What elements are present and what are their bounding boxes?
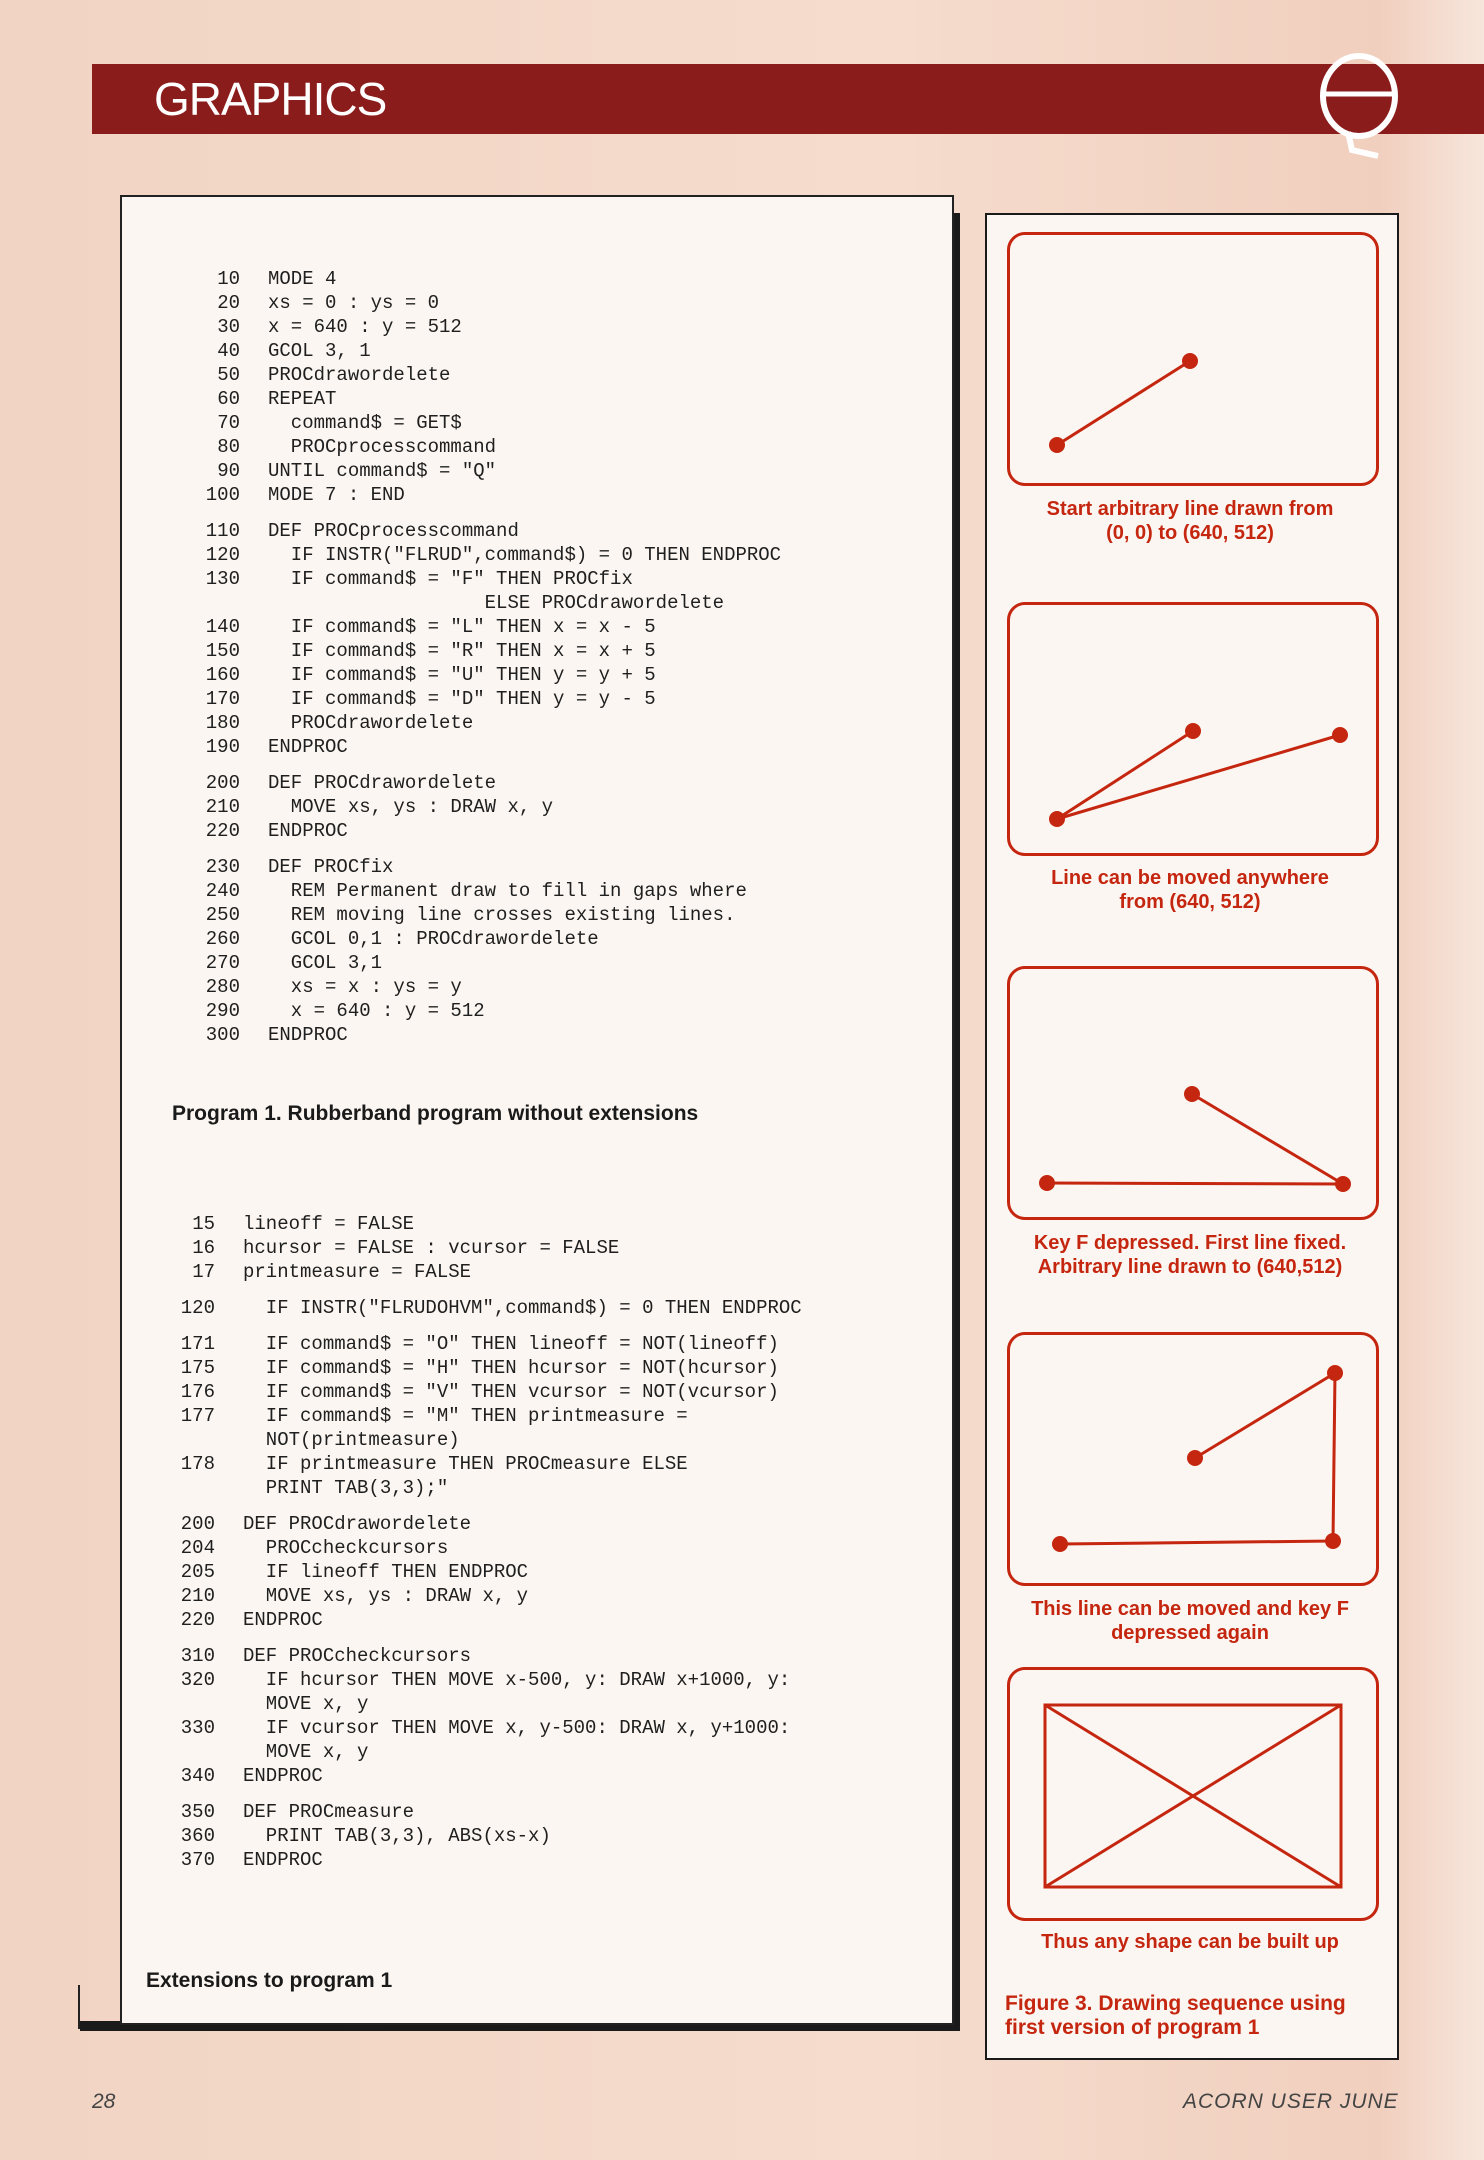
line-text: IF vcursor THEN MOVE x, y-500: DRAW x, y+1000:	[243, 1717, 791, 1739]
line-text: ENDPROC	[243, 1765, 323, 1787]
line-number: 176	[180, 1381, 215, 1403]
code-line	[182, 639, 781, 663]
code-line	[182, 615, 781, 639]
line-number: 204	[180, 1537, 215, 1559]
line-number: 150	[205, 640, 240, 662]
line-text: IF command$ = "V" THEN vcursor = NOT(vcursor)	[243, 1381, 779, 1403]
line-text: xs = x : ys = y	[268, 976, 462, 998]
line-text: IF lineoff THEN ENDPROC	[243, 1561, 529, 1583]
line-number: 250	[205, 904, 240, 926]
line-text: PROCcheckcursors	[243, 1537, 449, 1559]
line-text: MOVE xs, ys : DRAW x, y	[243, 1585, 529, 1607]
code-line	[182, 951, 781, 975]
code-line	[157, 1476, 802, 1500]
line-number: 170	[205, 688, 240, 710]
line-text: PROCdrawordelete	[268, 712, 474, 734]
code-line	[157, 1716, 802, 1740]
line-number: 10	[217, 268, 240, 290]
line-text: MOVE x, y	[243, 1741, 369, 1763]
line-number: 300	[205, 1024, 240, 1046]
line-number: 280	[205, 976, 240, 998]
line-number: 240	[205, 880, 240, 902]
line-number: 160	[205, 664, 240, 686]
line-text: GCOL 3,1	[268, 952, 383, 974]
line-text: IF command$ = "D" THEN y = y - 5	[268, 688, 656, 710]
panel-4-caption: This line can be moved and key F depressed again	[1031, 1598, 1349, 1644]
figure-panel-5	[1007, 1667, 1379, 1921]
line-number: 200	[205, 772, 240, 794]
panel-5-caption: Thus any shape can be built up	[1041, 1931, 1339, 1953]
acorn-logo-icon	[1318, 50, 1400, 160]
code-line	[157, 1632, 802, 1644]
line-text: MOVE xs, ys : DRAW x, y	[268, 796, 554, 818]
line-text: ELSE PROCdrawordelete	[268, 592, 725, 614]
line-number: 70	[217, 412, 240, 434]
code-line	[182, 507, 781, 519]
line-number: 30	[217, 316, 240, 338]
code-line	[157, 1536, 802, 1560]
line-text: GCOL 3, 1	[268, 340, 371, 362]
line-number: 90	[217, 460, 240, 482]
code-line	[157, 1584, 802, 1608]
line-number: 370	[180, 1849, 215, 1871]
line-text: x = 640 : y = 512	[268, 316, 462, 338]
line-text: IF INSTR("FLRUDOHVM",command$) = 0 THEN ENDPROC	[243, 1297, 802, 1319]
panel-4-drawing	[1010, 1335, 1376, 1583]
line-text: IF INSTR("FLRUD",command$) = 0 THEN ENDPROC	[268, 544, 782, 566]
panel-2-caption: Line can be moved anywhere from (640, 512)	[1051, 867, 1329, 913]
line-text: IF command$ = "M" THEN printmeasure =	[243, 1405, 688, 1427]
line-text: MODE 4	[268, 268, 337, 290]
line-number: 330	[180, 1717, 215, 1739]
line-text: DEF PROCfix	[268, 856, 394, 878]
line-text: REM Permanent draw to fill in gaps where	[268, 880, 747, 902]
panel-3-caption: Key F depressed. First line fixed. Arbitrary line drawn to (640,512)	[1033, 1232, 1347, 1278]
line-text: MODE 7 : END	[268, 484, 405, 506]
line-number: 220	[205, 820, 240, 842]
line-number: 178	[180, 1453, 215, 1475]
figure-panel-4	[1007, 1332, 1379, 1586]
code-line	[182, 711, 781, 735]
line-text: IF printmeasure THEN PROCmeasure ELSE	[243, 1453, 688, 1475]
line-text: xs = 0 : ys = 0	[268, 292, 440, 314]
line-text: GCOL 0,1 : PROCdrawordelete	[268, 928, 599, 950]
line-number: 205	[180, 1561, 215, 1583]
line-number: 230	[205, 856, 240, 878]
code-line	[157, 1608, 802, 1632]
code-line	[182, 999, 781, 1023]
line-number: 110	[205, 520, 240, 542]
line-number: 60	[217, 388, 240, 410]
line-text: REPEAT	[268, 388, 337, 410]
code-line	[182, 759, 781, 771]
code-line	[182, 519, 781, 543]
code-line	[182, 411, 781, 435]
line-number: 290	[205, 1000, 240, 1022]
line-number: 180	[205, 712, 240, 734]
code-line	[182, 291, 781, 315]
code-line	[157, 1500, 802, 1512]
line-text: IF command$ = "O" THEN lineoff = NOT(lineoff)	[243, 1333, 779, 1355]
code-line	[182, 771, 781, 795]
figure-panel-3	[1007, 966, 1379, 1220]
code-line	[157, 1260, 802, 1284]
code-line	[182, 735, 781, 759]
line-text: IF command$ = "R" THEN x = x + 5	[268, 640, 656, 662]
line-number: 175	[180, 1357, 215, 1379]
line-text: PRINT TAB(3,3);"	[243, 1477, 449, 1499]
line-text: x = 640 : y = 512	[268, 1000, 485, 1022]
line-text: IF command$ = "H" THEN hcursor = NOT(hcursor)	[243, 1357, 779, 1379]
line-number: 220	[180, 1609, 215, 1631]
magazine-footer: ACORN USER JUNE	[1183, 2090, 1399, 2113]
line-text: PRINT TAB(3,3), ABS(xs-x)	[243, 1825, 551, 1847]
code-line	[182, 363, 781, 387]
line-number: 130	[205, 568, 240, 590]
line-text: hcursor = FALSE : vcursor = FALSE	[243, 1237, 620, 1259]
code-line	[182, 795, 781, 819]
code-line	[157, 1788, 802, 1800]
line-text: IF hcursor THEN MOVE x-500, y: DRAW x+1000, y:	[243, 1669, 791, 1691]
code-line	[182, 387, 781, 411]
line-text: NOT(printmeasure)	[243, 1429, 460, 1451]
line-text: lineoff = FALSE	[243, 1213, 415, 1235]
line-number: 320	[180, 1669, 215, 1691]
line-number: 360	[180, 1825, 215, 1847]
figure-caption: Figure 3. Drawing sequence using first version of program 1	[1005, 1992, 1346, 2039]
line-number: 260	[205, 928, 240, 950]
line-number: 200	[180, 1513, 215, 1535]
code-line	[157, 1332, 802, 1356]
code-line	[182, 855, 781, 879]
line-text: PROCprocesscommand	[268, 436, 497, 458]
code-line	[157, 1764, 802, 1788]
code-line	[157, 1320, 802, 1332]
code-line	[182, 903, 781, 927]
line-number: 15	[192, 1213, 215, 1235]
section-title: GRAPHICS	[154, 73, 387, 125]
line-text: REM moving line crosses existing lines.	[268, 904, 736, 926]
page-number: 28	[92, 2090, 116, 2113]
line-number: 120	[205, 544, 240, 566]
code-line	[157, 1668, 802, 1692]
line-number: 210	[180, 1585, 215, 1607]
section-header	[92, 64, 1484, 134]
code-line	[157, 1296, 802, 1320]
figure-panel-2	[1007, 602, 1379, 856]
code-line	[157, 1404, 802, 1428]
line-text: PROCdrawordelete	[268, 364, 451, 386]
program-box-edge	[78, 1985, 80, 2029]
code-line	[182, 879, 781, 903]
program1-caption: Program 1. Rubberband program without extensions	[172, 1102, 699, 1125]
code-line	[157, 1824, 802, 1848]
code-line	[157, 1356, 802, 1380]
line-number: 120	[180, 1297, 215, 1319]
code-line	[182, 843, 781, 855]
panel-1-caption: Start arbitrary line drawn from (0, 0) to (640, 512)	[1046, 498, 1334, 544]
line-number: 80	[217, 436, 240, 458]
line-number: 210	[205, 796, 240, 818]
line-text: ENDPROC	[268, 1024, 348, 1046]
code-line	[157, 1284, 802, 1296]
line-text: ENDPROC	[243, 1849, 323, 1871]
line-number: 140	[205, 616, 240, 638]
program1-code	[182, 267, 781, 1047]
code-line	[157, 1800, 802, 1824]
code-line	[182, 591, 781, 615]
line-text: DEF PROCprocesscommand	[268, 520, 519, 542]
code-line	[182, 483, 781, 507]
line-text: IF command$ = "L" THEN x = x - 5	[268, 616, 656, 638]
code-line	[182, 315, 781, 339]
program-listing-box	[120, 195, 954, 2025]
panel-5-drawing	[1010, 1670, 1376, 1918]
line-number: 177	[180, 1405, 215, 1427]
line-number: 270	[205, 952, 240, 974]
line-number: 310	[180, 1645, 215, 1667]
line-text: IF command$ = "U" THEN y = y + 5	[268, 664, 656, 686]
code-line	[182, 543, 781, 567]
code-line	[157, 1848, 802, 1872]
panel-1-drawing	[1010, 235, 1376, 483]
line-text: DEF PROCdrawordelete	[243, 1513, 472, 1535]
code-line	[182, 339, 781, 363]
line-text: DEF PROCdrawordelete	[268, 772, 497, 794]
code-line	[157, 1380, 802, 1404]
code-line	[157, 1428, 802, 1452]
panel-3-drawing	[1010, 969, 1376, 1217]
code-line	[182, 459, 781, 483]
line-number: 40	[217, 340, 240, 362]
code-line	[182, 663, 781, 687]
extensions-code	[157, 1212, 802, 1872]
line-number: 340	[180, 1765, 215, 1787]
extensions-caption: Extensions to program 1	[146, 1969, 393, 1992]
line-text: ENDPROC	[268, 736, 348, 758]
line-number: 350	[180, 1801, 215, 1823]
line-text: ENDPROC	[243, 1609, 323, 1631]
line-number: 171	[180, 1333, 215, 1355]
code-line	[182, 819, 781, 843]
code-line	[157, 1740, 802, 1764]
code-line	[182, 1023, 781, 1047]
line-number: 50	[217, 364, 240, 386]
line-text: ENDPROC	[268, 820, 348, 842]
line-number: 20	[217, 292, 240, 314]
panel-2-drawing	[1010, 605, 1376, 853]
line-number: 17	[192, 1261, 215, 1283]
code-line	[157, 1560, 802, 1584]
code-line	[182, 435, 781, 459]
line-text: printmeasure = FALSE	[243, 1261, 472, 1283]
code-line	[157, 1452, 802, 1476]
code-line	[182, 975, 781, 999]
code-line	[182, 927, 781, 951]
code-line	[157, 1212, 802, 1236]
code-line	[182, 567, 781, 591]
line-text: MOVE x, y	[243, 1693, 369, 1715]
code-line	[182, 267, 781, 291]
line-number: 100	[205, 484, 240, 506]
figure-panel-1	[1007, 232, 1379, 486]
code-line	[157, 1644, 802, 1668]
line-text: command$ = GET$	[268, 412, 462, 434]
line-text: UNTIL command$ = "Q"	[268, 460, 497, 482]
line-number: 190	[205, 736, 240, 758]
line-text: IF command$ = "F" THEN PROCfix	[268, 568, 633, 590]
code-line	[157, 1512, 802, 1536]
line-text: DEF PROCcheckcursors	[243, 1645, 472, 1667]
line-number: 16	[192, 1237, 215, 1259]
code-line	[157, 1692, 802, 1716]
line-text: DEF PROCmeasure	[243, 1801, 415, 1823]
code-line	[157, 1236, 802, 1260]
code-line	[182, 687, 781, 711]
